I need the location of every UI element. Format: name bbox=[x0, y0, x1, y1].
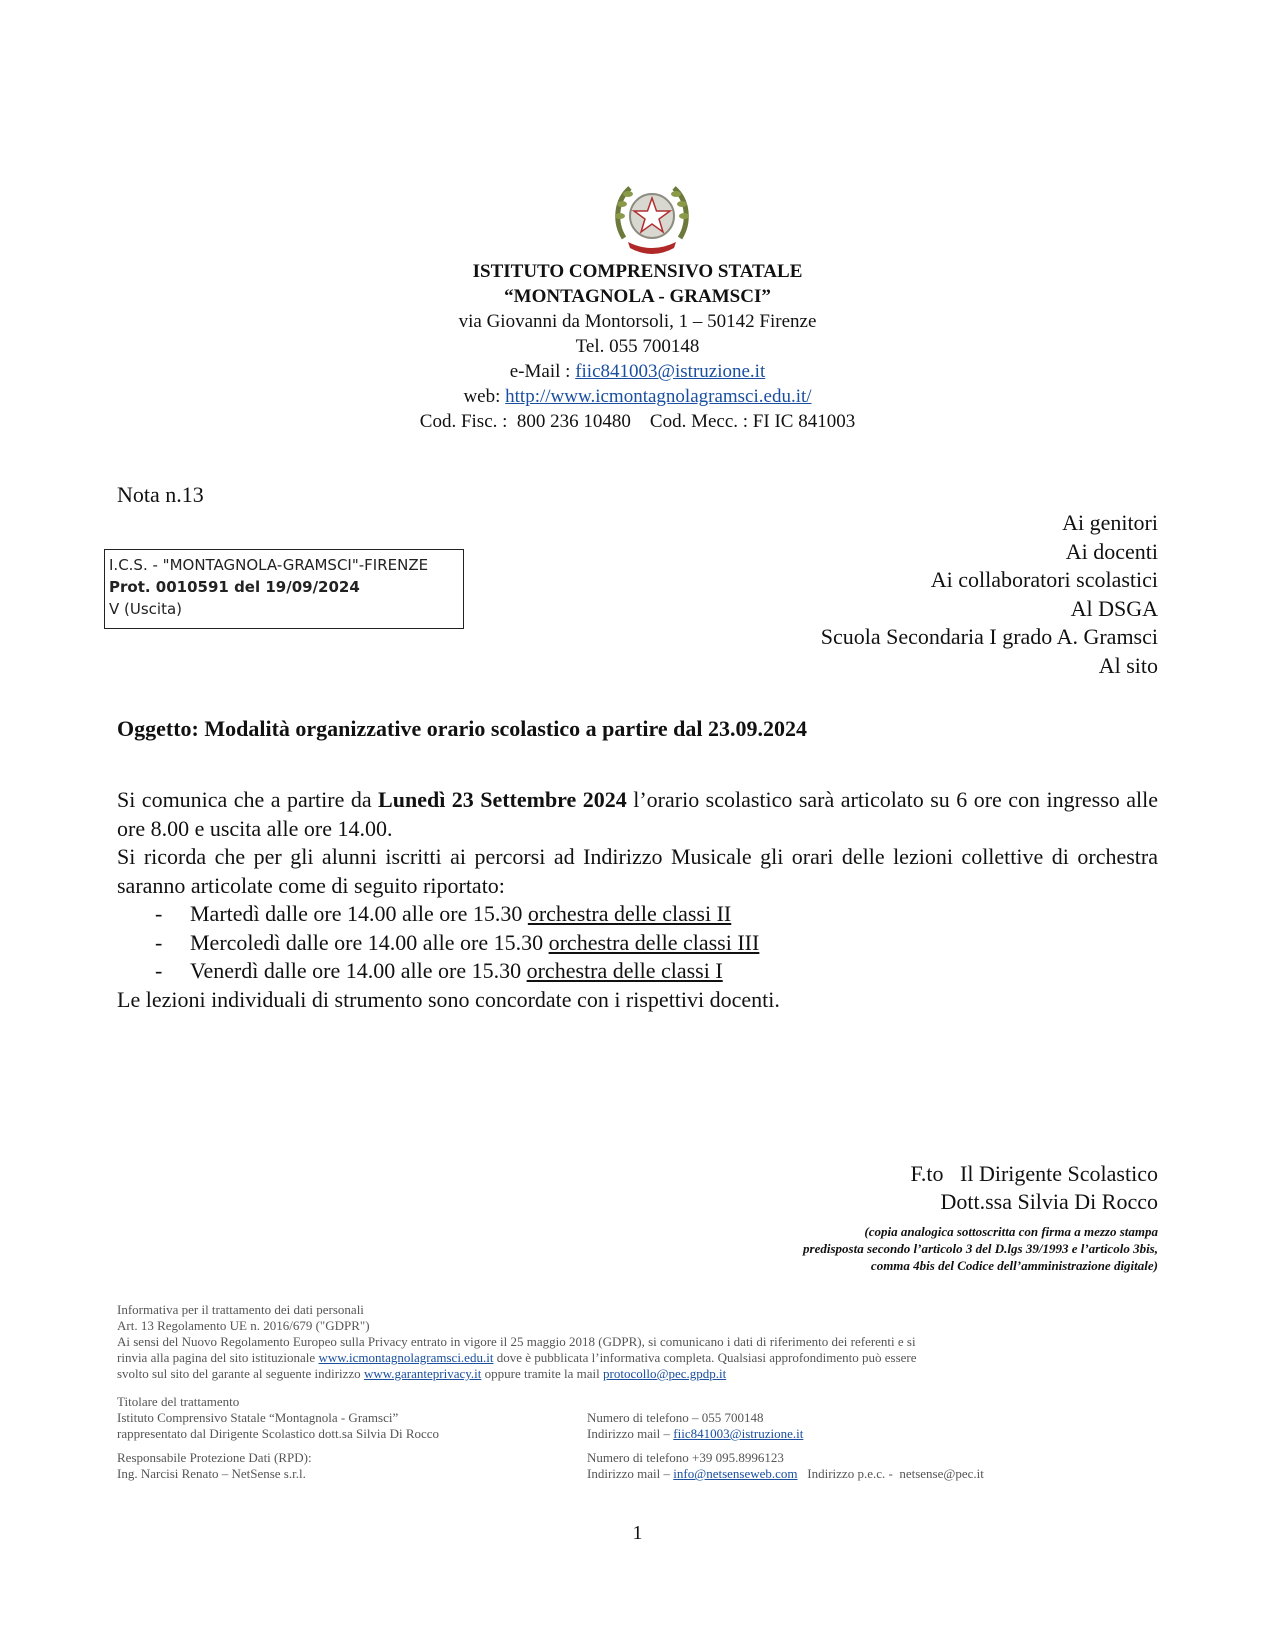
privacy-text-span: rinvia alla pagina del sito istituzionale bbox=[117, 1350, 319, 1365]
privacy-text bbox=[117, 1350, 917, 1366]
signature-note-line: (copia analogica sottoscritta con firma a mezzo stampa bbox=[864, 1224, 1158, 1239]
rpd-mail-row bbox=[587, 1466, 984, 1482]
signature-block bbox=[910, 1160, 1158, 1216]
list-item: - Martedì dalle ore 14.00 alle ore 15.30 orchestra delle classi II bbox=[155, 901, 732, 926]
privacy-title: Informativa per il trattamento dei dati personali bbox=[117, 1302, 364, 1317]
recipient: Ai genitori bbox=[1062, 510, 1158, 535]
privacy-text-span: dove è pubblicata l’informativa completa. Qualsiasi approfondimento può essere bbox=[493, 1350, 917, 1365]
recipient: Al sito bbox=[1098, 652, 1158, 678]
protocol-line1: I.C.S. - "MONTAGNOLA-GRAMSCI"-FIRENZE bbox=[109, 556, 429, 574]
item-text: Martedì dalle ore 14.00 alle ore 15.30 bbox=[190, 901, 528, 926]
item-underlined: orchestra delle classi I bbox=[526, 958, 723, 983]
school-web-row bbox=[0, 384, 1275, 409]
protocol-line3: V (Uscita) bbox=[109, 600, 183, 618]
signature-note bbox=[803, 1223, 1158, 1274]
site-link[interactable]: www.icmontagnolagramsci.edu.it bbox=[318, 1350, 494, 1365]
letter-body bbox=[117, 786, 1158, 1014]
item-underlined: orchestra delle classi II bbox=[527, 901, 732, 926]
garante-link[interactable]: www.garanteprivacy.it bbox=[363, 1366, 482, 1381]
school-email-row bbox=[0, 359, 1275, 384]
school-address: via Giovanni da Montorsoli, 1 – 50142 Firenze bbox=[458, 311, 817, 332]
republic-emblem bbox=[610, 176, 694, 260]
subject-line: Oggetto: Modalità organizzative orario scolastico a partire dal 23.09.2024 bbox=[117, 716, 808, 741]
garante-mail-link[interactable]: protocollo@pec.gpdp.it bbox=[603, 1366, 727, 1381]
protocol-stamp bbox=[104, 549, 464, 629]
paragraph-2: Si ricorda che per gli alunni iscritti ai percorsi ad Indirizzo Musicale gli orari delle lezioni collettive di orchestra saranno articolate come di seguito riportato: bbox=[117, 844, 1158, 898]
titolare-block bbox=[117, 1394, 439, 1442]
rpd-pec: Indirizzo p.e.c. - netsense@pec.it bbox=[797, 1466, 984, 1481]
list-item: - Venerdì dalle ore 14.00 alle ore 15.30 orchestra delle classi I bbox=[155, 958, 723, 983]
item-text: Venerdì dalle ore 14.00 alle ore 15.30 bbox=[190, 958, 527, 983]
titolare-name: Istituto Comprensivo Statale “Montagnola - Gramsci” bbox=[117, 1410, 399, 1425]
signature-note-line: comma 4bis del Codice dell’amministrazione digitale) bbox=[870, 1258, 1158, 1273]
titolare-contacts bbox=[587, 1410, 803, 1442]
mail-label: Indirizzo mail – bbox=[587, 1426, 674, 1441]
web-label: web: bbox=[463, 386, 501, 407]
privacy-text-span: svolto sul sito del garante al seguente indirizzo bbox=[117, 1366, 364, 1381]
titolare-tel: Numero di telefono – 055 700148 bbox=[587, 1410, 764, 1425]
privacy-text bbox=[117, 1366, 917, 1382]
titolare-label: Titolare del trattamento bbox=[117, 1394, 240, 1409]
rpd-label: Responsabile Protezione Dati (RPD): bbox=[117, 1450, 312, 1465]
school-name-line1: ISTITUTO COMPRENSIVO STATALE bbox=[472, 261, 803, 282]
signature-line2: Dott.ssa Silvia Di Rocco bbox=[940, 1189, 1158, 1214]
p1-bold-date: Lunedì 23 Settembre 2024 bbox=[378, 787, 627, 812]
rpd-name: Ing. Narcisi Renato – NetSense s.r.l. bbox=[117, 1466, 306, 1481]
email-label: e-Mail : bbox=[509, 361, 571, 382]
school-tel: Tel. 055 700148 bbox=[575, 336, 700, 357]
privacy-article: Art. 13 Regolamento UE n. 2016/679 ("GDPR") bbox=[117, 1318, 370, 1333]
web-link[interactable]: http://www.icmontagnolagramsci.edu.it/ bbox=[505, 386, 812, 407]
paragraph-3: Le lezioni individuali di strumento sono concordate con i rispettivi docenti. bbox=[117, 986, 780, 1012]
recipient: Ai collaboratori scolastici bbox=[930, 567, 1158, 592]
protocol-line2: Prot. 0010591 del 19/09/2024 bbox=[109, 578, 360, 596]
rpd-block bbox=[117, 1450, 312, 1482]
privacy-text-span: oppure tramite la mail bbox=[481, 1366, 604, 1381]
recipient: Ai docenti bbox=[1065, 538, 1158, 564]
school-name-line2: “MONTAGNOLA - GRAMSCI” bbox=[504, 286, 771, 307]
item-text: Mercoledì dalle ore 14.00 alle ore 15.30 bbox=[190, 929, 549, 955]
recipient: Scuola Secondaria I grado A. Gramsci bbox=[820, 624, 1158, 649]
signature-line1: F.to Il Dirigente Scolastico bbox=[910, 1161, 1158, 1186]
page-number: 1 bbox=[632, 1522, 643, 1544]
rpd-tel: Numero di telefono +39 095.8996123 bbox=[587, 1450, 784, 1465]
list-item: - Mercoledì dalle ore 14.00 alle ore 15.30 orchestra delle classi III bbox=[155, 929, 760, 955]
titolare-rep: rappresentato dal Dirigente Scolastico dott.sa Silvia Di Rocco bbox=[117, 1426, 440, 1441]
privacy-notice bbox=[117, 1302, 917, 1382]
privacy-text: Ai sensi del Nuovo Regolamento Europeo sulla Privacy entrato in vigore il 25 maggio 2018 (GDPR), si comunicano i dati di riferimento dei referenti e si bbox=[117, 1334, 916, 1349]
orchestra-schedule-list bbox=[117, 900, 1158, 986]
paragraph-1 bbox=[117, 786, 1158, 843]
p1-text-b: l’orario scolastico sarà articolato su 6 ore con ingresso alle ore 8.00 e uscita alle ore 14.00. bbox=[117, 787, 1158, 841]
mail-label: Indirizzo mail – bbox=[587, 1466, 674, 1481]
signature-note-line: predisposta secondo l’articolo 3 del D.lgs 39/1993 e l’articolo 3bis, bbox=[803, 1241, 1158, 1256]
rpd-mail-link[interactable]: info@netsenseweb.com bbox=[673, 1466, 798, 1481]
recipient: Al DSGA bbox=[1070, 595, 1158, 621]
school-codes: Cod. Fisc. : 800 236 10480 Cod. Mecc. : FI IC 841003 bbox=[419, 411, 856, 432]
email-link[interactable]: fiic841003@istruzione.it bbox=[575, 361, 766, 382]
item-underlined: orchestra delle classi III bbox=[548, 929, 760, 955]
p1-text-a: Si comunica che a partire da bbox=[117, 787, 379, 812]
recipients-list bbox=[821, 509, 1158, 680]
titolare-mail-row bbox=[587, 1426, 803, 1442]
rpd-contacts bbox=[587, 1450, 984, 1482]
titolare-mail-link[interactable]: fiic841003@istruzione.it bbox=[673, 1426, 804, 1441]
nota-number: Nota n.13 bbox=[117, 482, 204, 507]
school-header bbox=[0, 259, 1275, 434]
